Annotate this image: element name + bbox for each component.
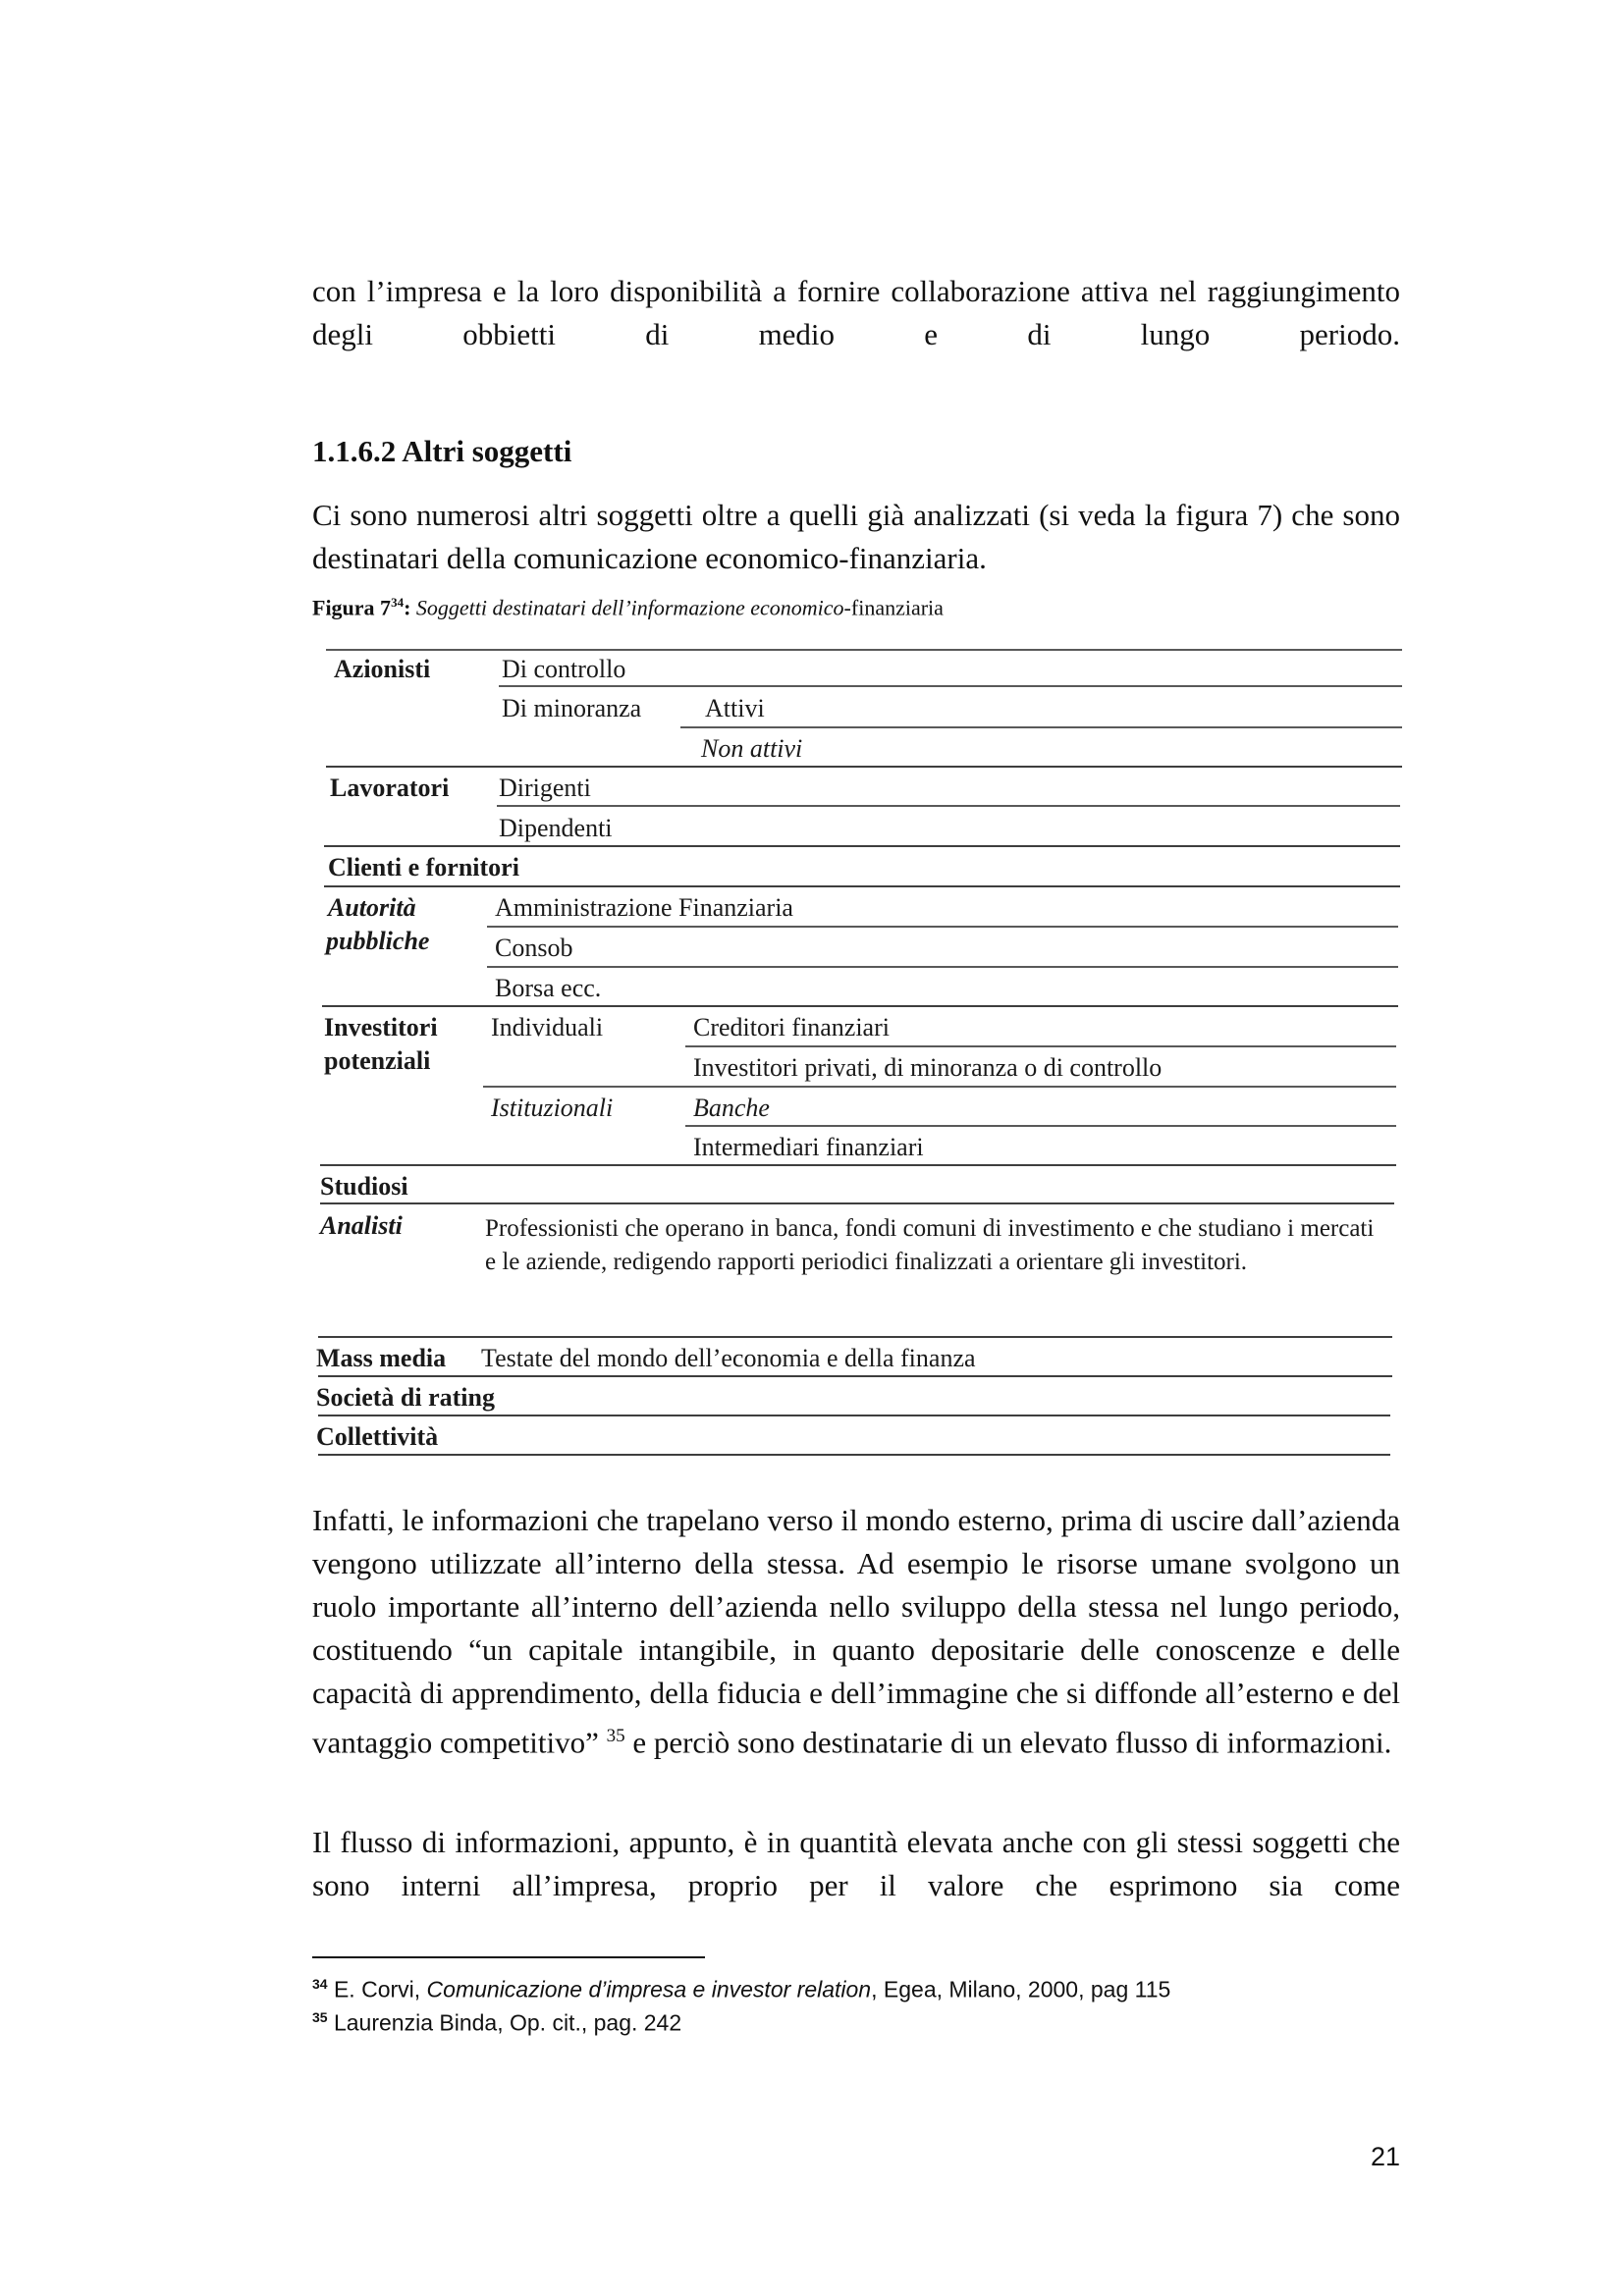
row-label-mass-media: Mass media: [316, 1344, 447, 1372]
cell-non-attivi: Non attivi: [701, 734, 803, 763]
caption-colon: :: [404, 595, 411, 620]
footnote-separator: [312, 1956, 705, 1958]
row-label-analisti: Analisti: [320, 1211, 403, 1240]
cell-analisti-description: Professionisti che operano in banca, fondi comuni di investimento e che studiano i mercati e le aziende, redigendo rapporti periodici finalizzati a orientare gli investitori.: [485, 1215, 1375, 1275]
caption-title-rest: finanziaria: [850, 595, 944, 620]
cell-consob: Consob: [495, 934, 573, 962]
caption-title-italic: Soggetti destinatari dell’informazione economico-: [415, 595, 851, 620]
body-paragraph-3: Il flusso di informazioni, appunto, è in quantità elevata anche con gli stessi soggetti che sono interni all’impresa, proprio per il valore che esprimono sia come: [312, 1825, 1400, 1902]
row-label-autorita-line1: Autorità: [328, 893, 416, 922]
paragraph-2-tail: e perciò sono destinatarie di un elevato flusso di informazioni.: [624, 1725, 1392, 1760]
cell-di-minoranza: Di minoranza: [502, 694, 642, 722]
cell-banche: Banche: [693, 1094, 770, 1122]
row-label-societa-rating: Società di rating: [316, 1383, 495, 1412]
intro-paragraph: con l’impresa e la loro disponibilità a fornire collaborazione attiva nel raggiungimento degli obbietti di medio e di lungo periodo.: [312, 274, 1400, 351]
row-label-autorita-line2: pubbliche: [326, 927, 430, 955]
body-paragraph-2: [312, 1499, 1400, 1764]
caption-label: Figura 7: [312, 595, 392, 620]
cell-dipendenti: Dipendenti: [499, 814, 613, 842]
figure-caption: [312, 595, 944, 620]
footnote-34-title: Comunicazione d’impresa e investor relation: [426, 1976, 872, 2002]
caption-note-ref: 34: [391, 595, 405, 610]
footnote-35-number: 35: [312, 2009, 328, 2025]
page-number: 21: [1371, 2142, 1401, 2171]
footnote-34-pre: E. Corvi,: [333, 1976, 427, 2002]
cell-mass-media-description: Testate del mondo dell’economia e della finanza: [481, 1344, 976, 1372]
row-label-investitori-line1: Investitori: [324, 1013, 438, 1041]
footnote-34-number: 34: [312, 1976, 328, 1992]
row-label-studiosi: Studiosi: [320, 1172, 408, 1201]
section-paragraph: Ci sono numerosi altri soggetti oltre a quelli già analizzati (si veda la figura 7) che sono destinatari della comunicazione economico-finanziaria.: [312, 498, 1400, 575]
cell-investitori-privati: Investitori privati, di minoranza o di controllo: [693, 1053, 1163, 1082]
cell-individuali: Individuali: [491, 1013, 604, 1041]
cell-istituzionali: Istituzionali: [491, 1094, 614, 1122]
footnote-35: [312, 2002, 681, 2038]
row-label-azionisti: Azionisti: [334, 655, 431, 683]
row-label-clienti-fornitori: Clienti e fornitori: [328, 853, 519, 881]
paragraph-2-text: Infatti, le informazioni che trapelano verso il mondo esterno, prima di uscire dall’azienda vengono utilizzate all’interno della stessa. Ad esempio le risorse umane svolgono un ruolo importante all’interno dell’azienda nello sviluppo della stessa nel lungo periodo, costituendo “un capitale intangibile, in quanto depositarie delle conoscenze e delle capacità di apprendimento, della fiducia e dell’immagine che si diffonde all’esterno e del vantaggio competitivo”: [312, 1503, 1400, 1760]
footnote-34-post: , Egea, Milano, 2000, pag 115: [871, 1976, 1171, 2002]
cell-intermediari-finanziari: Intermediari finanziari: [693, 1133, 924, 1161]
section-heading: 1.1.6.2 Altri soggetti: [312, 434, 572, 468]
footnote-34: [312, 1969, 1170, 2004]
cell-borsa: Borsa ecc.: [495, 974, 602, 1002]
cell-dirigenti: Dirigenti: [499, 774, 591, 802]
cell-amministrazione-finanziaria: Amministrazione Finanziaria: [495, 893, 793, 922]
cell-creditori-finanziari: Creditori finanziari: [693, 1013, 890, 1041]
footnote-35-text: Laurenzia Binda, Op. cit., pag. 242: [333, 2009, 682, 2036]
figure-table: [312, 643, 1407, 1463]
row-label-investitori-line2: potenziali: [324, 1046, 431, 1075]
row-label-collettivita: Collettività: [316, 1422, 439, 1451]
cell-attivi: Attivi: [705, 694, 765, 722]
footnote-ref-35: 35: [606, 1726, 625, 1746]
row-label-lavoratori: Lavoratori: [330, 774, 450, 802]
cell-di-controllo: Di controllo: [502, 655, 626, 683]
